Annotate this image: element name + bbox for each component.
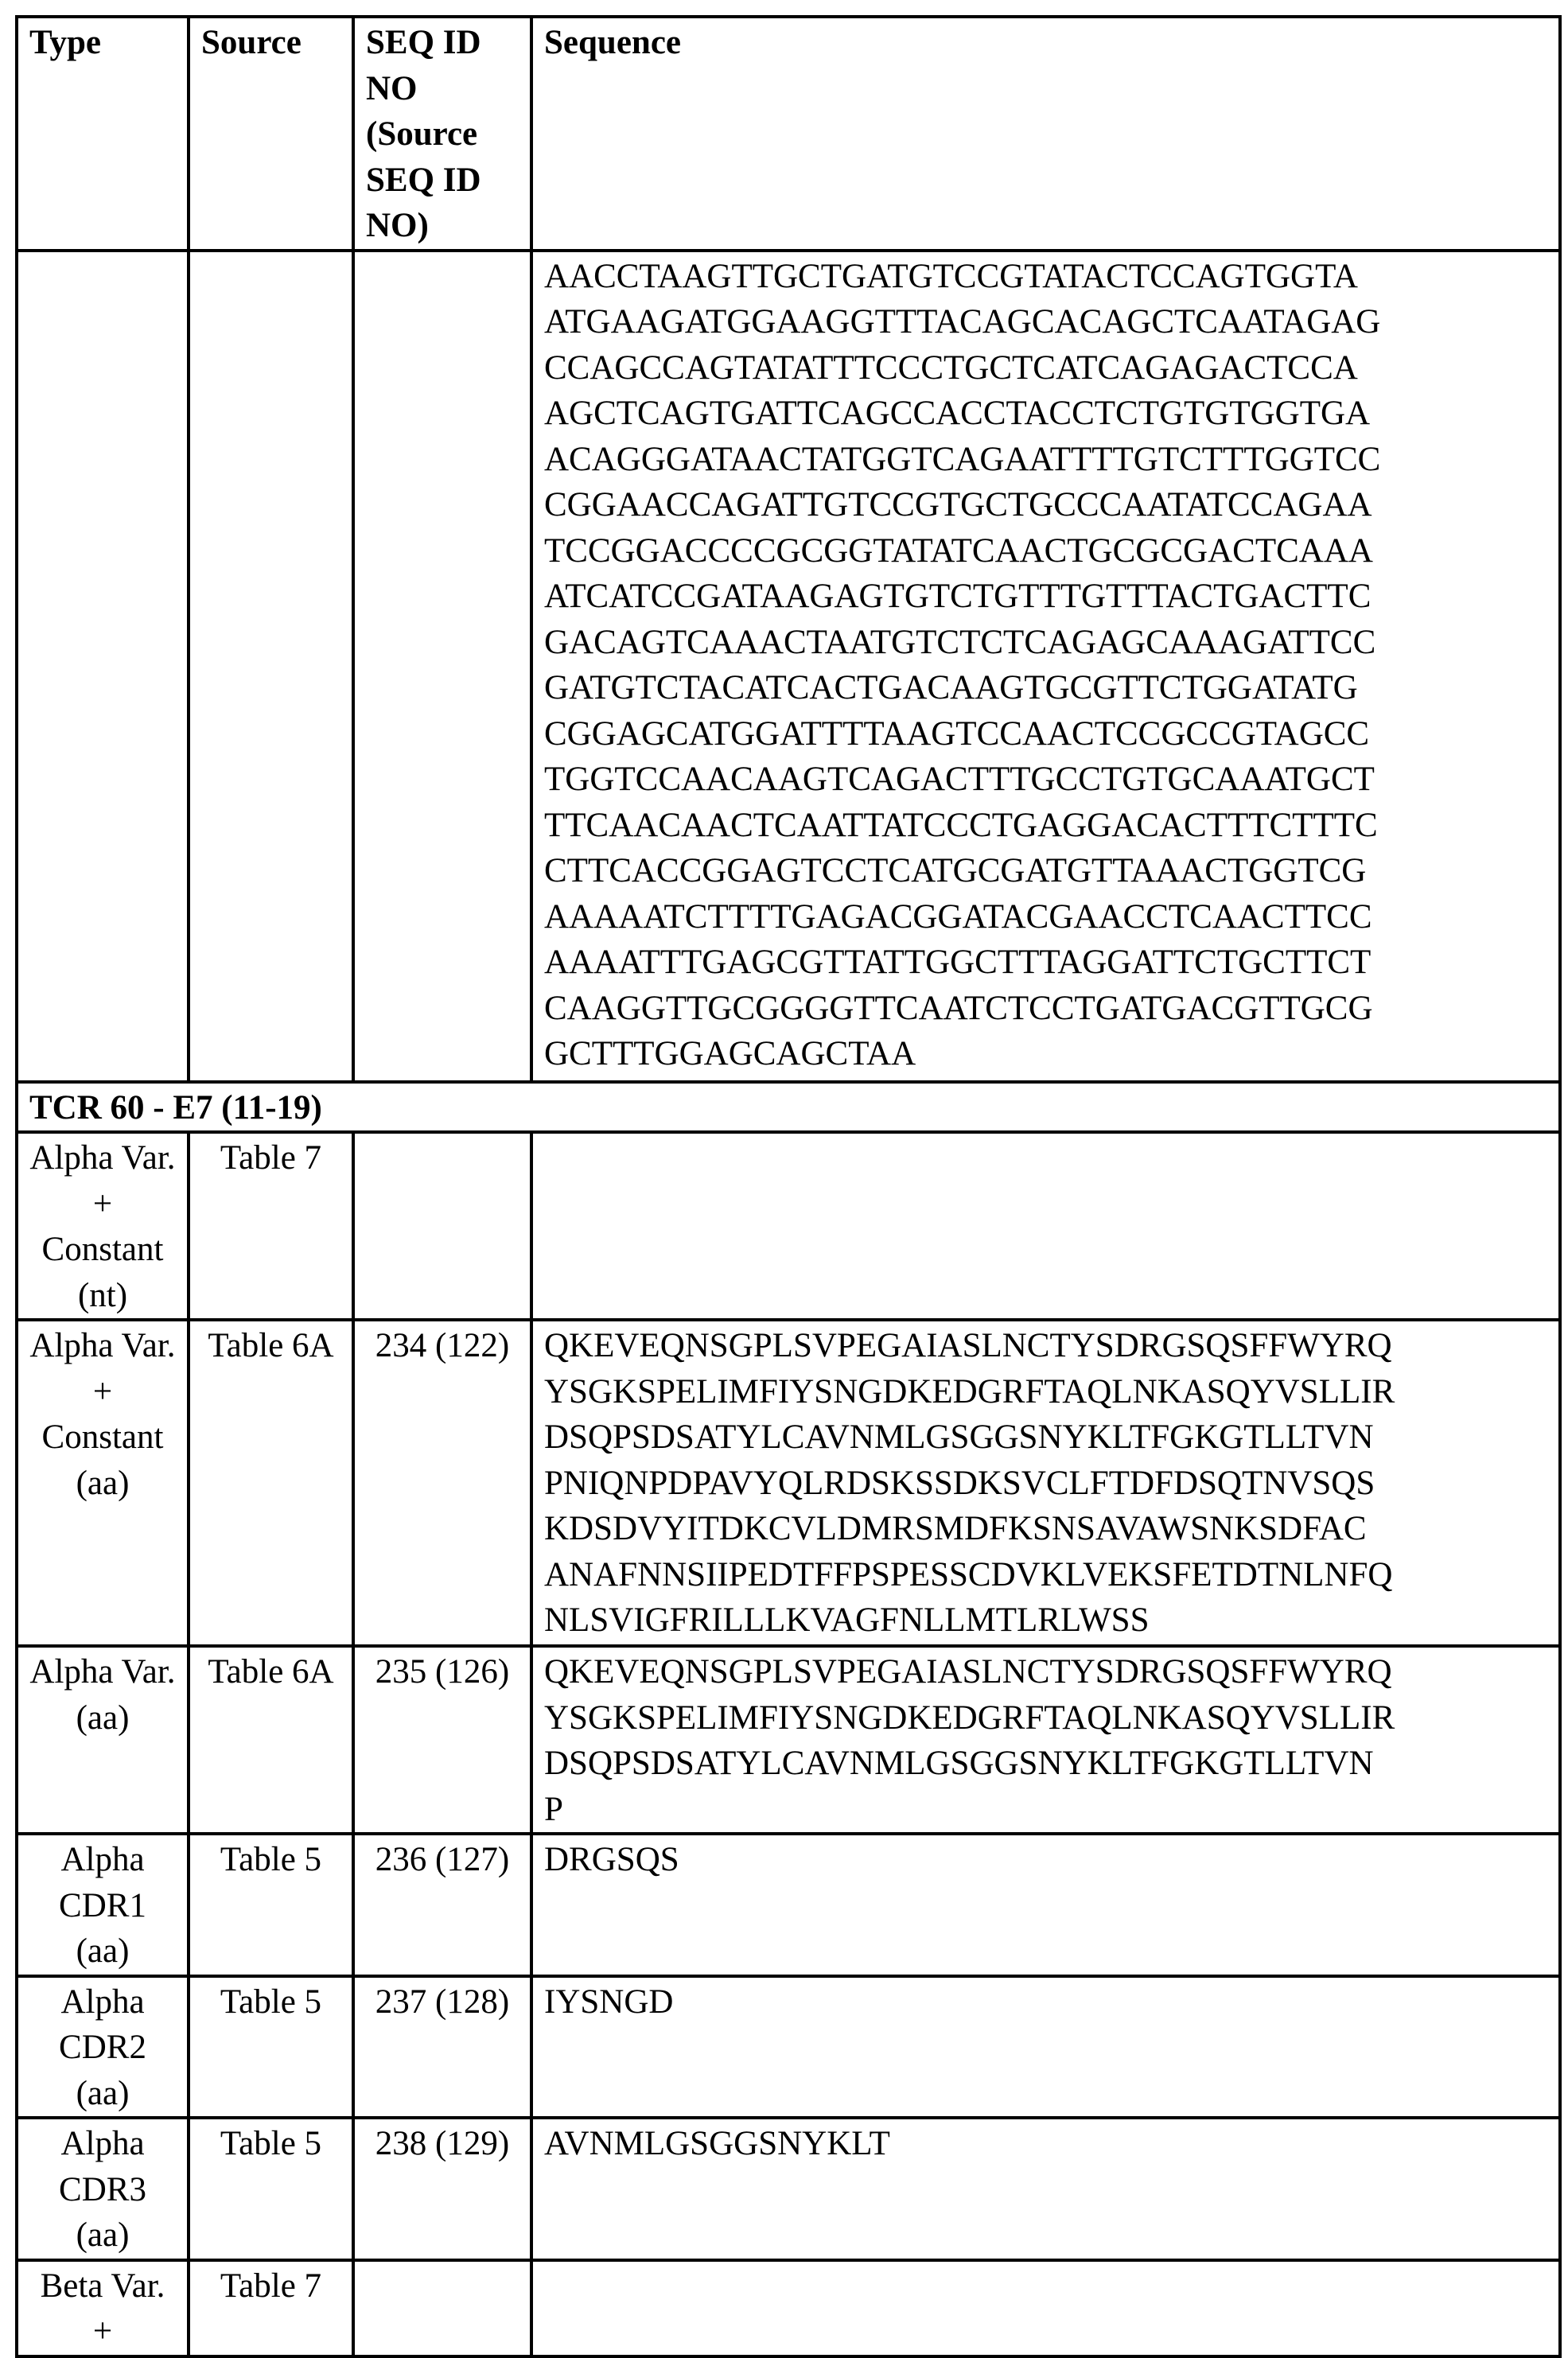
cell-type: Alpha CDR1 (aa) xyxy=(17,1834,189,1976)
cell-seq-id: 237 (128) xyxy=(353,1976,531,2119)
cell-sequence xyxy=(531,2260,1560,2356)
cell-type: Alpha CDR3 (aa) xyxy=(17,2118,189,2260)
cell-type: Alpha Var. (aa) xyxy=(17,1646,189,1834)
cell-type: Beta Var. + xyxy=(17,2260,189,2356)
cell-sequence: AACCTAAGTTGCTGATGTCCGTATACTCCAGTGGTA ATGAAGATGGAAGGTTTACAGCACAGCTCAATAGAG CCAGCCAGTATATTTCCCTGCTCATCAGAGACTCCA AGCTCAGTGATTCAGCCACCTACCTCTGTGTGGTGA ACAGGGATAACTATGGTCAGAATTTTGTCTTTGGTCC CGGAACCAGATTGTCCGTGCTGCCCAATATCCAGAA TCCGGACCCCGCGGTATATCAACTGCGCGACTCAAA ATCATCCGATAAGAGTGTCTGTTTGTTTACTGACTTC GACAGTCAAACTAATGTCTCTCAGAGCAAAGATTCC GATGTCTACATCACTGACAAGTGCGTTCTGGATATG CGGAGCATGGATTTTAAGTCCAACTCCGCCGTAGCC TGGTCCAACAAGTCAGACTTTGCCTGTGCAAATGCT TTCAACAACTCAATTATCCCTGAGGACACTTTCTTTC CTTCACCGGAGTCCTCATGCGATGTTAAACTGGTCG AAAAATCTTTTGAGACGGATACGAACCTCAACTTCC AAAATTTGAGCGTTATTGGCTTTAGGATTCTGCTTCT CAAGGTTGCGGGGTTCAATCTCCTGATGACGTTGCG GCTTTGGAGCAGCTAA xyxy=(531,251,1560,1082)
cell-source: Table 7 xyxy=(189,2260,353,2356)
cell-sequence: QKEVEQNSGPLSVPEGAIASLNCTYSDRGSQSFFWYRQ YSGKSPELIMFIYSNGDKEDGRFTAQLNKASQYVSLLIR DSQPSDSATYLCAVNMLGSGGSNYKLTFGKGTLLTVN PNIQNPDPAVYQLRDSKSSDKSVCLFTDFDSQTNVSQS KDSDVYITDKCVLDMRSMDFKSNSAVAWSNKSDFAC ANAFNNSIIPEDTFFPSPESSCDVKLVEKSFETDTNLNFQ NLSVIGFRILLLKVAGFNLLMTLRLWSS xyxy=(531,1320,1560,1646)
cell-source xyxy=(189,251,353,1082)
cell-seq-id: 238 (129) xyxy=(353,2118,531,2260)
cell-source: Table 5 xyxy=(189,2118,353,2260)
cell-type xyxy=(17,251,189,1082)
cell-seq-id: 235 (126) xyxy=(353,1646,531,1834)
cell-type: Alpha Var. + Constant (aa) xyxy=(17,1320,189,1646)
table-row xyxy=(17,2260,1560,2356)
table-row xyxy=(17,1834,1560,1976)
cell-seq-id xyxy=(353,1132,531,1320)
cell-sequence xyxy=(531,1132,1560,1320)
cell-type: Alpha CDR2 (aa) xyxy=(17,1976,189,2119)
header-seq-id: SEQ ID NO (Source SEQ ID NO) xyxy=(353,17,531,251)
table-row xyxy=(17,251,1560,1082)
cell-source: Table 5 xyxy=(189,1976,353,2119)
cell-source: Table 7 xyxy=(189,1132,353,1320)
cell-seq-id: 236 (127) xyxy=(353,1834,531,1976)
cell-type: Alpha Var. + Constant (nt) xyxy=(17,1132,189,1320)
header-source: Source xyxy=(189,17,353,251)
cell-sequence: QKEVEQNSGPLSVPEGAIASLNCTYSDRGSQSFFWYRQ YSGKSPELIMFIYSNGDKEDGRFTAQLNKASQYVSLLIR DSQPSDSATYLCAVNMLGSGGSNYKLTFGKGTLLTVN P xyxy=(531,1646,1560,1834)
table-row xyxy=(17,2118,1560,2260)
cell-sequence: AVNMLGSGGSNYKLT xyxy=(531,2118,1560,2260)
table-header-row xyxy=(17,17,1560,251)
table-row xyxy=(17,1976,1560,2119)
section-title: TCR 60 - E7 (11-19) xyxy=(17,1082,1560,1133)
cell-source: Table 5 xyxy=(189,1834,353,1976)
cell-seq-id: 234 (122) xyxy=(353,1320,531,1646)
section-row xyxy=(17,1082,1560,1133)
sequence-table xyxy=(15,15,1562,2358)
table-row xyxy=(17,1320,1560,1646)
header-sequence: Sequence xyxy=(531,17,1560,251)
cell-seq-id xyxy=(353,2260,531,2356)
cell-source: Table 6A xyxy=(189,1646,353,1834)
table-row xyxy=(17,1132,1560,1320)
header-type: Type xyxy=(17,17,189,251)
cell-seq-id xyxy=(353,251,531,1082)
cell-sequence: IYSNGD xyxy=(531,1976,1560,2119)
cell-sequence: DRGSQS xyxy=(531,1834,1560,1976)
cell-source: Table 6A xyxy=(189,1320,353,1646)
table-row xyxy=(17,1646,1560,1834)
